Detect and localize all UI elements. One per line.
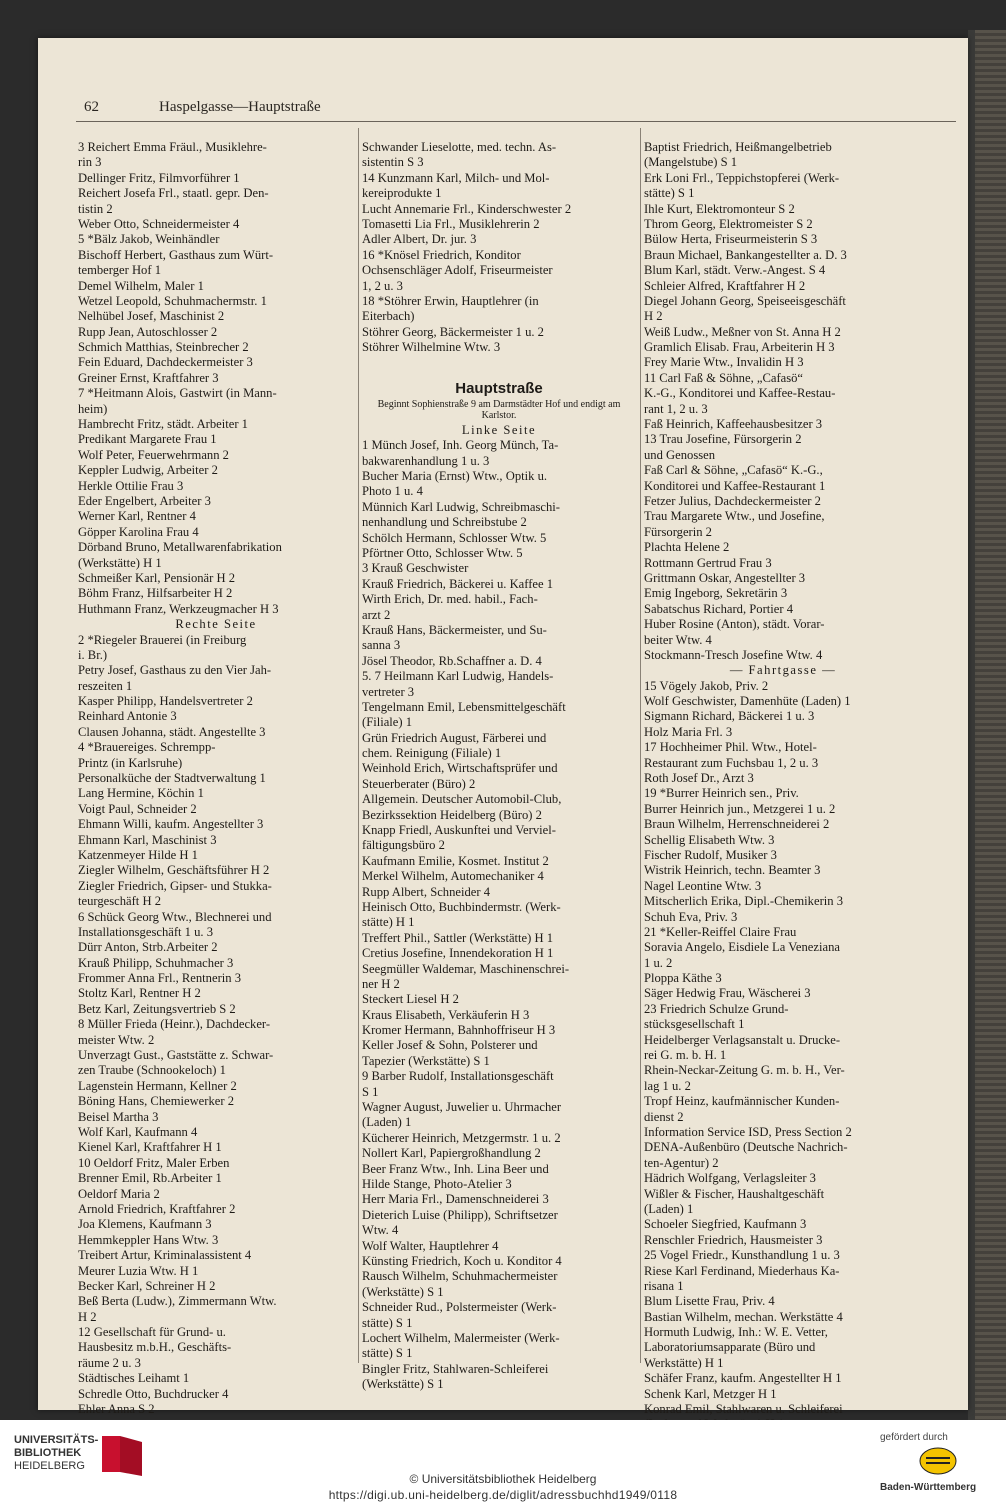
directory-line: Eiterbach) (362, 309, 415, 324)
directory-line: Jösel Theodor, Rb.Schaffner a. D. 4 (362, 653, 542, 668)
directory-line: Blum Lisette Frau, Priv. 4 (644, 1294, 775, 1309)
directory-line: stätte) H 1 (362, 915, 415, 930)
directory-line: Renschler Friedrich, Hausmeister 3 (644, 1232, 823, 1247)
library-name-line: HEIDELBERG (14, 1460, 85, 1472)
directory-line: Konrad Emil, Stahlwaren u. Schleiferei (644, 1402, 843, 1417)
directory-line: Riese Karl Ferdinand, Miederhaus Ka- (644, 1263, 840, 1278)
directory-line: ner H 2 (362, 976, 400, 991)
directory-line: Bülow Herta, Friseurmeisterin S 3 (644, 232, 818, 247)
copyright-text: © Universitätsbibliothek Heidelberg (409, 1472, 597, 1486)
directory-line: 3 Reichert Emma Fräul., Musiklehre- (78, 140, 267, 154)
directory-line: Ziegler Friedrich, Gipser- und Stukka- (78, 878, 272, 893)
directory-line: Trau Margarete Wtw., und Josefine, (644, 509, 825, 524)
directory-line: teurgeschäft H 2 (78, 894, 161, 909)
directory-line: Sigmann Richard, Bäckerei 1 u. 3 (644, 709, 815, 724)
directory-line: 21 *Keller-Reiffel Claire Frau (644, 924, 797, 939)
directory-line: 7 *Heitmann Alois, Gastwirt (in Mann- (78, 386, 277, 401)
directory-line: fältigungsbüro 2 (362, 838, 445, 853)
directory-line: rant 1, 2 u. 3 (644, 401, 708, 416)
directory-line: Ehmann Willi, kaufm. Angestellter 3 (78, 817, 264, 832)
directory-line: Münnich Karl Ludwig, Schreibmaschi- (362, 499, 560, 514)
directory-line: Heinisch Otto, Buchbindermstr. (Werk- (362, 899, 561, 914)
directory-line: 2 *Riegeler Brauerei (in Freiburg (78, 632, 247, 647)
directory-line: Diegel Johann Georg, Speiseeisgeschäft (644, 293, 846, 308)
directory-line: Wagner August, Juwelier u. Uhrmacher (362, 1100, 562, 1115)
directory-line: Schäfer Franz, kaufm. Angestellter H 1 (644, 1371, 842, 1386)
directory-line: Krauß Friedrich, Bäckerei u. Kaffee 1 (362, 576, 554, 591)
library-name-line: BIBLIOTHEK (14, 1447, 82, 1459)
directory-line: Schwander Lieselotte, med. techn. As- (362, 140, 557, 154)
directory-line: Kaufmann Emilie, Kosmet. Institut 2 (362, 853, 549, 868)
side-heading: Rechte Seite (175, 617, 257, 632)
directory-line: Dörband Bruno, Metallwarenfabrikation (78, 540, 282, 555)
directory-line: Schneider Rud., Polstermeister (Werk- (362, 1300, 557, 1315)
directory-line: Hilde Stange, Photo-Atelier 3 (362, 1177, 512, 1191)
directory-line: risana 1 (644, 1278, 684, 1293)
directory-line: Kücherer Heinrich, Metzgermstr. 1 u. 2 (362, 1130, 561, 1145)
directory-line: Werner Karl, Rentner 4 (78, 509, 196, 524)
directory-line: Hemmkeppler Hans Wtw. 3 (78, 1232, 219, 1247)
directory-line: Printz (in Karlsruhe) (78, 755, 183, 770)
directory-line: Kienel Karl, Kraftfahrer H 1 (78, 1140, 222, 1155)
directory-line: Installationsgeschäft 1 u. 3 (78, 924, 214, 939)
directory-line: Clausen Johanna, städt. Angestellte 3 (78, 724, 266, 739)
directory-line: Petry Josef, Gasthaus zu den Vier Jah- (78, 663, 272, 678)
directory-line: Keppler Ludwig, Arbeiter 2 (78, 463, 218, 478)
directory-line: Wolf Peter, Feuerwehrmann 2 (78, 447, 229, 462)
directory-line: Mitscherlich Erika, Dipl.-Chemikerin 3 (644, 894, 844, 909)
directory-line: Bezirkssektion Heidelberg (Büro) 2 (362, 807, 542, 822)
directory-line: Pförtner Otto, Schlosser Wtw. 5 (362, 545, 523, 560)
directory-line: Stöhrer Wilhelmine Wtw. 3 (362, 340, 501, 355)
library-name-line: UNIVERSITÄTS- (14, 1434, 99, 1446)
directory-line: Göpper Karolina Frau 4 (78, 524, 199, 539)
directory-line: Hormuth Ludwig, Inh.: W. E. Vetter, (644, 1325, 828, 1340)
directory-line: vertreter 3 (362, 684, 415, 699)
directory-line: (Mangelstube) S 1 (644, 155, 738, 170)
directory-line: Wetzel Leopold, Schuhmachermstr. 1 (78, 293, 267, 308)
directory-line: (Laden) 1 (644, 1201, 694, 1216)
directory-line: Joa Klemens, Kaufmann 3 (78, 1217, 212, 1232)
directory-line: Beß Berta (Ludw.), Zimmermann Wtw. (78, 1294, 277, 1309)
directory-line: Tapezier (Werkstätte) S 1 (362, 1053, 490, 1068)
directory-line: beiter Wtw. 4 (644, 632, 712, 647)
directory-line: Baptist Friedrich, Heißmangelbetrieb (644, 140, 832, 154)
directory-line: 6 Schück Georg Wtw., Blechnerei und (78, 909, 272, 924)
directory-line: (Werkstätte) H 1 (78, 555, 162, 570)
directory-line: Ehmann Karl, Maschinist 3 (78, 832, 217, 847)
directory-line: Frommer Anna Frl., Rentnerin 3 (78, 971, 241, 986)
directory-line: Dieterich Luise (Philipp), Schriftsetzer (362, 1207, 558, 1222)
directory-line: Kraus Elisabeth, Verkäuferin H 3 (362, 1007, 530, 1022)
directory-line: 4 *Brauereiges. Schrempp- (78, 740, 216, 755)
directory-line: Konditorei und Kaffee-Restaurant 1 (644, 478, 826, 493)
directory-line: Wolf Walter, Hauptlehrer 4 (362, 1238, 499, 1253)
book-binding-edge (975, 30, 1006, 1420)
directory-line: Treffert Phil., Sattler (Werkstätte) H 1 (362, 930, 554, 945)
directory-line: Hädrich Wolfgang, Verlagsleiter 3 (644, 1171, 816, 1186)
directory-line: meister Wtw. 2 (78, 1032, 155, 1047)
directory-line: 1 u. 2 (644, 955, 673, 970)
directory-line: 17 Hochheimer Phil. Wtw., Hotel- (644, 740, 817, 755)
directory-line: Emig Ingeborg, Sekretärin 3 (644, 586, 788, 601)
directory-line: Photo 1 u. 4 (362, 484, 423, 499)
column-divider (640, 128, 641, 1363)
directory-line: Wtw. 4 (362, 1223, 399, 1238)
directory-line: Cretius Josefine, Innendekoration H 1 (362, 946, 554, 961)
directory-line: DENA-Außenbüro (Deutsche Nachrich- (644, 1140, 848, 1155)
directory-line: 1, 2 u. 3 (362, 278, 403, 293)
directory-line: (Filiale) 1 (362, 715, 413, 730)
directory-line: lag 1 u. 2 (644, 1078, 691, 1093)
directory-line: Ihle Kurt, Elektromonteur S 2 (644, 201, 795, 216)
directory-line: stätte) S 1 (362, 1346, 413, 1361)
directory-line: reszeiten 1 (78, 678, 133, 693)
directory-line: chem. Reinigung (Filiale) 1 (362, 746, 502, 761)
directory-line: 8 Müller Frieda (Heinr.), Dachdecker- (78, 1017, 271, 1032)
directory-line: Huber Rosine (Anton), städt. Vorar- (644, 617, 825, 632)
directory-line: 10 Oeldorf Fritz, Maler Erben (78, 1155, 230, 1170)
directory-line: Hambrecht Fritz, städt. Arbeiter 1 (78, 417, 248, 432)
directory-line: Fetzer Julius, Dachdeckermeister 2 (644, 493, 821, 508)
directory-line: Stockmann-Tresch Josefine Wtw. 4 (644, 647, 823, 662)
directory-line: (Werkstätte) S 1 (362, 1377, 444, 1392)
directory-line: Oeldorf Maria 2 (78, 1186, 160, 1201)
directory-line: Holz Maria Frl. 3 (644, 724, 733, 739)
directory-line: Greiner Ernst, Kraftfahrer 3 (78, 370, 219, 385)
directory-line: Stöhrer Georg, Bäckermeister 1 u. 2 (362, 324, 544, 339)
directory-line: S 1 (362, 1084, 379, 1099)
directory-line: Arnold Friedrich, Kraftfahrer 2 (78, 1201, 236, 1216)
side-heading: — Fahrtgasse — (729, 663, 837, 678)
directory-line: 23 Friedrich Schulze Grund- (644, 1001, 789, 1016)
directory-line: Wistrik Heinrich, techn. Beamter 3 (644, 863, 821, 878)
directory-line: Ziegler Wilhelm, Geschäftsführer H 2 (78, 863, 270, 878)
directory-line: Schoeler Siegfried, Kaufmann 3 (644, 1217, 807, 1232)
directory-line: H 2 (78, 1309, 97, 1324)
directory-line: Nagel Leontine Wtw. 3 (644, 878, 762, 893)
directory-line: Betz Karl, Zeitungsvertrieb S 2 (78, 1001, 236, 1016)
directory-line: rei G. m. b. H. 1 (644, 1048, 727, 1063)
directory-line: Schredle Otto, Buchdrucker 4 (78, 1386, 229, 1401)
directory-line: Predikant Margarete Frau 1 (78, 432, 217, 447)
directory-line: Tropf Heinz, kaufmännischer Kunden- (644, 1094, 840, 1109)
directory-line: Wolf Geschwister, Damenhüte (Laden) 1 (644, 694, 851, 709)
directory-line: Schuh Eva, Priv. 3 (644, 909, 738, 924)
directory-line: Beisel Martha 3 (78, 1109, 159, 1124)
column-left (78, 140, 354, 1417)
directory-line: Fein Eduard, Dachdeckermeister 3 (78, 355, 253, 370)
directory-line: Werkstätte) H 1 (644, 1355, 724, 1370)
directory-line: Ploppa Käthe 3 (644, 971, 722, 986)
directory-line: Eder Engelbert, Arbeiter 3 (78, 493, 211, 508)
directory-line: 16 *Knösel Friedrich, Konditor (362, 247, 521, 262)
sponsor-name: Baden-Württemberg (880, 1482, 977, 1493)
directory-line: bakwarenhandlung 1 u. 3 (362, 453, 490, 468)
directory-line: Braun Wilhelm, Herrenschneiderei 2 (644, 817, 830, 832)
directory-line: Brenner Emil, Rb.Arbeiter 1 (78, 1171, 222, 1186)
directory-line: Gramlich Elisab. Frau, Arbeiterin H 3 (644, 340, 835, 355)
directory-line: Lagenstein Hermann, Kellner 2 (78, 1078, 237, 1093)
directory-line: Krauß Hans, Bäckermeister, und Su- (362, 622, 547, 637)
directory-line: Kromer Hermann, Bahnhoffriseur H 3 (362, 1023, 556, 1038)
directory-line: Städtisches Leihamt 1 (78, 1371, 190, 1386)
directory-line: 1 Münch Josef, Inh. Georg Münch, Ta- (362, 438, 559, 453)
column-right (644, 140, 922, 1433)
directory-line: stätte) S 1 (644, 186, 695, 201)
directory-line: Treibert Artur, Kriminalassistent 4 (78, 1248, 252, 1263)
directory-line: Keller Josef & Sohn, Polsterer und (362, 1038, 538, 1053)
directory-line: Grittmann Oskar, Angestellter 3 (644, 570, 806, 585)
directory-line: Ehler Anna S 2 (78, 1402, 155, 1417)
directory-line: Rhein-Neckar-Zeitung G. m. b. H., Ver- (644, 1063, 845, 1078)
directory-line: Ochsenschläger Adolf, Friseurmeister (362, 263, 553, 278)
directory-line: Personalküche der Stadtverwaltung 1 (78, 771, 266, 786)
source-url-link[interactable]: https://digi.ub.uni-heidelberg.de/diglit/adressbuchhd1949/0118 (328, 1488, 678, 1502)
directory-line: Blum Karl, städt. Verw.-Angest. S 4 (644, 263, 826, 278)
directory-line: 13 Trau Josefine, Fürsorgerin 2 (644, 432, 802, 447)
directory-line: Faß Heinrich, Kaffeehausbesitzer 3 (644, 417, 823, 432)
directory-line: 12 Gesellschaft für Grund- u. (78, 1325, 226, 1340)
section-heading: Hauptstraße (455, 379, 543, 397)
directory-line: Schleier Alfred, Kraftfahrer H 2 (644, 278, 806, 293)
directory-line: Lucht Annemarie Frl., Kinderschwester 2 (362, 201, 572, 216)
directory-line: Information Service ISD, Press Section 2 (644, 1125, 852, 1139)
directory-line: Beer Franz Wtw., Inh. Lina Beer und (362, 1161, 549, 1176)
directory-line: tistin 2 (78, 201, 113, 216)
directory-line: Weiß Ludw., Meßner von St. Anna H 2 (644, 324, 841, 339)
directory-line: Throm Georg, Elektromeister S 2 (644, 216, 813, 231)
directory-line: Braun Michael, Bankangestellter a. D. 3 (644, 247, 847, 262)
directory-line: Schmeißer Karl, Pensionär H 2 (78, 570, 236, 585)
directory-line: räume 2 u. 3 (78, 1355, 141, 1370)
page-number: 62 (84, 99, 99, 115)
directory-line: Roth Josef Dr., Arzt 3 (644, 771, 754, 786)
directory-line: Bischoff Herbert, Gasthaus zum Würt- (78, 247, 274, 262)
directory-line: Weber Otto, Schneidermeister 4 (78, 216, 240, 231)
directory-line: Reinhard Antonie 3 (78, 709, 177, 724)
directory-line: Faß Carl & Söhne, „Cafasö“ K.-G., (644, 463, 823, 478)
column-middle (362, 140, 636, 1392)
directory-line: Steuerberater (Büro) 2 (362, 776, 476, 791)
directory-line: Krauß Philipp, Schuhmacher 3 (78, 955, 234, 970)
directory-line: Rupp Albert, Schneider 4 (362, 884, 491, 899)
directory-line: Bucher Maria (Ernst) Wtw., Optik u. (362, 469, 548, 484)
directory-line: Weinhold Erich, Wirtschaftsprüfer und (362, 761, 558, 776)
directory-line: rin 3 (78, 155, 102, 170)
directory-line: i. Br.) (78, 647, 108, 662)
directory-line: Stoltz Karl, Rentner H 2 (78, 986, 201, 1001)
directory-line: ten-Agentur) 2 (644, 1155, 719, 1170)
directory-line: Kasper Philipp, Handelsvertreter 2 (78, 694, 253, 709)
directory-line: Säger Hedwig Frau, Wäscherei 3 (644, 986, 811, 1001)
library-logo[interactable] (14, 1434, 99, 1473)
directory-line: Lochert Wilhelm, Malermeister (Werk- (362, 1330, 560, 1345)
directory-line: Wirth Erich, Dr. med. habil., Fach- (362, 592, 538, 607)
directory-line: Schölch Hermann, Schlosser Wtw. 5 (362, 530, 547, 545)
directory-line: 3 Krauß Geschwister (362, 561, 469, 576)
page-header (84, 99, 964, 119)
directory-line: Becker Karl, Schreiner H 2 (78, 1278, 216, 1293)
directory-line: Fürsorgerin 2 (644, 524, 712, 539)
directory-line: zen Traube (Schnookeloch) 1 (78, 1063, 226, 1078)
directory-line: Rottmann Gertrud Frau 3 (644, 555, 772, 570)
directory-line: Katzenmeyer Hilde H 1 (78, 847, 198, 862)
directory-line: Rausch Wilhelm, Schuhmachermeister (362, 1269, 558, 1284)
directory-line: sanna 3 (362, 638, 401, 653)
directory-line: 11 Carl Faß & Söhne, „Cafasö“ (644, 370, 804, 385)
directory-line: Böning Hans, Chemiewerker 2 (78, 1094, 234, 1109)
directory-line: 19 *Burrer Heinrich sen., Priv. (644, 786, 799, 801)
directory-line: Tomasetti Lia Frl., Musiklehrerin 2 (362, 216, 540, 231)
directory-line: stätte) S 1 (362, 1315, 413, 1330)
directory-line: Erk Loni Frl., Teppichstopferei (Werk- (644, 170, 840, 185)
header-divider (76, 121, 956, 122)
directory-line: 15 Vögely Jakob, Priv. 2 (644, 678, 769, 693)
directory-line: Tengelmann Emil, Lebensmittelgeschäft (362, 699, 566, 714)
section-subheading: Beginnt Sophienstraße 9 am Darmstädter Hof und endigt am Karlstor. (377, 398, 621, 421)
directory-line: Rupp Jean, Autoschlosser 2 (78, 324, 218, 339)
directory-line: Schellig Elisabeth Wtw. 3 (644, 832, 775, 847)
directory-line: Seegmüller Waldemar, Maschinenschrei- (362, 961, 570, 976)
directory-line: Wolf Karl, Kaufmann 4 (78, 1125, 198, 1139)
directory-line: Herkle Ottilie Frau 3 (78, 478, 184, 493)
directory-line: dienst 2 (644, 1109, 684, 1124)
directory-line: kereiprodukte 1 (362, 186, 442, 201)
column-divider (358, 128, 359, 1363)
directory-line: 18 *Stöhrer Erwin, Hauptlehrer (in (362, 293, 539, 308)
directory-line: 5. 7 Heilmann Karl Ludwig, Handels- (362, 669, 554, 684)
directory-line: Frey Marie Wtw., Invalidin H 3 (644, 355, 804, 370)
directory-line: und Genossen (644, 447, 716, 462)
directory-line: Plachta Helene 2 (644, 540, 730, 555)
directory-line (362, 355, 636, 370)
directory-line: Unverzagt Gust., Gaststätte z. Schwar- (78, 1048, 274, 1063)
directory-line: K.-G., Konditorei und Kaffee-Restau- (644, 386, 836, 401)
directory-line: Steckert Liesel H 2 (362, 992, 459, 1007)
directory-line: H 2 (644, 309, 663, 324)
directory-line: Künsting Friedrich, Koch u. Konditor 4 (362, 1253, 562, 1268)
directory-line: Bastian Wilhelm, mechan. Werkstätte 4 (644, 1309, 843, 1324)
directory-line: 9 Barber Rudolf, Installationsgeschäft (362, 1069, 554, 1084)
directory-line: (Laden) 1 (362, 1115, 412, 1130)
directory-line: 5 *Bälz Jakob, Weinhändler (78, 232, 220, 247)
directory-line: Nelhübel Josef, Maschinist 2 (78, 309, 225, 324)
directory-line: Soravia Angelo, Eisdiele La Veneziana (644, 940, 840, 955)
directory-line: arzt 2 (362, 607, 391, 622)
directory-line: (Werkstätte) S 1 (362, 1284, 444, 1299)
directory-line: Demel Wilhelm, Maler 1 (78, 278, 204, 293)
directory-line: 14 Kunzmann Karl, Milch- und Mol- (362, 170, 550, 185)
directory-line: Schmich Matthias, Steinbrecher 2 (78, 340, 249, 355)
directory-line: Hausbesitz m.b.H., Geschäfts- (78, 1340, 232, 1355)
directory-line: 25 Vogel Friedr., Kunsthandlung 1 u. 3 (644, 1248, 840, 1263)
directory-line: Bingler Fritz, Stahlwaren-Schleiferei (362, 1361, 549, 1376)
directory-line: Adler Albert, Dr. jur. 3 (362, 232, 477, 247)
side-heading: Linke Seite (461, 422, 537, 437)
directory-line: Dürr Anton, Strb.Arbeiter 2 (78, 940, 218, 955)
directory-line: Böhm Franz, Hilfsarbeiter H 2 (78, 586, 233, 601)
directory-line: stücksgesellschaft 1 (644, 1017, 745, 1032)
directory-line: Heidelberger Verlagsanstalt u. Drucke- (644, 1032, 841, 1047)
directory-line: temberger Hof 1 (78, 263, 161, 278)
funded-by-text: gefördert durch (880, 1432, 948, 1443)
directory-line: Fischer Rudolf, Musiker 3 (644, 847, 777, 862)
directory-line: Reichert Josefa Frl., staatl. gepr. Den- (78, 186, 269, 201)
directory-line: Meurer Luzia Wtw. H 1 (78, 1263, 199, 1278)
directory-line: Voigt Paul, Schneider 2 (78, 801, 197, 816)
directory-line: Sabatschus Richard, Portier 4 (644, 601, 793, 616)
directory-line: Lang Hermine, Köchin 1 (78, 786, 204, 801)
directory-line: Restaurant zum Fuchsbau 1, 2 u. 3 (644, 755, 819, 770)
directory-line: Huthmann Franz, Werkzeugmacher H 3 (78, 601, 279, 616)
directory-line: heim) (78, 401, 108, 416)
directory-line: Schenk Karl, Metzger H 1 (644, 1386, 777, 1401)
directory-line: Burrer Heinrich jun., Metzgerei 1 u. 2 (644, 801, 836, 816)
directory-line: Herr Maria Frl., Damenschneiderei 3 (362, 1192, 549, 1207)
directory-line: nenhandlung und Schreibstube 2 (362, 515, 527, 530)
directory-line: Knapp Friedl, Auskunftei und Verviel- (362, 823, 556, 838)
directory-line: Allgemein. Deutscher Automobil-Club, (362, 792, 562, 807)
page-title: Haspelgasse—Hauptstraße (159, 99, 321, 115)
directory-line: Merkel Wilhelm, Automechaniker 4 (362, 869, 544, 884)
footer (0, 1420, 1006, 1506)
directory-line: Laboratoriumsapparate (Büro und (644, 1340, 816, 1355)
directory-line: Nollert Karl, Papiergroßhandlung 2 (362, 1146, 541, 1161)
directory-line: Wißler & Fischer, Haushaltgeschäft (644, 1186, 825, 1201)
directory-line: Dellinger Fritz, Filmvorführer 1 (78, 170, 240, 185)
directory-line: sistentin S 3 (362, 155, 424, 170)
state-seal-icon (918, 1446, 958, 1476)
library-logo-icon (100, 1432, 144, 1476)
directory-line: Grün Friedrich August, Färberei und (362, 730, 547, 745)
